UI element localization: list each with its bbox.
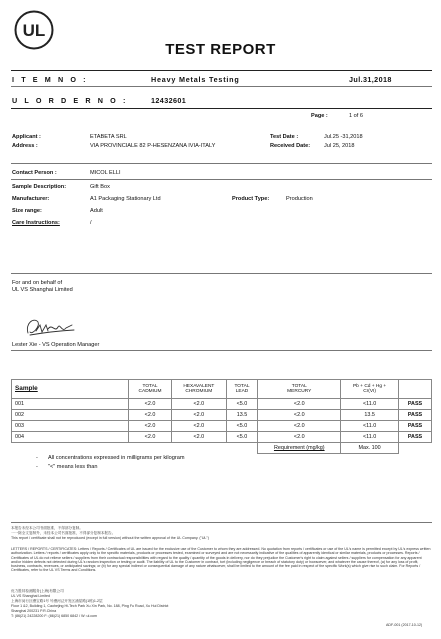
header-chromium: HEXAVALENT CHROMIUM: [172, 380, 227, 399]
cell-sum: 13.5: [341, 410, 399, 421]
cell-verdict: PASS: [399, 410, 432, 421]
received-date-label: Received Date:: [270, 143, 311, 149]
requirement-row: [12, 443, 432, 454]
cell-cadmium: <2.0: [129, 410, 172, 421]
size-range-value: Adult: [90, 208, 103, 214]
page-value: 1 of 6: [349, 113, 363, 119]
header-verdict: [399, 380, 432, 399]
cell-verdict: PASS: [399, 432, 432, 443]
cell-mercury: <2.0: [258, 410, 341, 421]
cell-chromium: <2.0: [172, 399, 227, 410]
form-code: ADF-001 (2017-10-12): [386, 623, 423, 627]
behalf-line-2: UL VS Shanghai Limited: [12, 287, 73, 293]
care-instructions-label: Care Instructions:: [12, 220, 60, 226]
cell-sample: 001: [12, 399, 129, 410]
cell-verdict: PASS: [399, 399, 432, 410]
footer-contact: T: (86)21) 24228200 F: (86)21) 6850 6842 / W: ul.com: [11, 614, 98, 618]
footer-company-en: UL VS Shanghai Limited: [11, 594, 51, 598]
header-cadmium: TOTAL CADMIUM: [129, 380, 172, 399]
contact-value: MICOL ELLI: [90, 170, 121, 176]
report-title: TEST REPORT: [165, 41, 276, 58]
test-date-label: Test Date :: [270, 134, 299, 140]
header-mercury: TOTAL MERCURY: [258, 380, 341, 399]
requirement-label: Requirement (mg/kg): [258, 443, 341, 454]
footer-address-cn: 上海市闵行区漕宝路1号 号漕河泾开发区浦星路(1栋)1-2层: [11, 599, 103, 603]
divider: [11, 70, 432, 71]
received-date-value: Jul 25, 2018: [324, 143, 355, 149]
footer-cn-line-1: 本报告未经本公司书面批准，不得部分复制。: [11, 526, 83, 530]
header-sum: Pb + Cd + Hg + Cr(VI): [341, 380, 399, 399]
applicant-value: ETABETA SRL: [90, 134, 127, 140]
test-date-value: Jul.25 -31,2018: [324, 134, 363, 140]
address-label: Address :: [12, 143, 38, 149]
requirement-spacer: [12, 443, 258, 454]
cell-mercury: <2.0: [258, 432, 341, 443]
cell-sample: 003: [12, 421, 129, 432]
cell-verdict: PASS: [399, 421, 432, 432]
cell-chromium: <2.0: [172, 421, 227, 432]
signature-image: [22, 313, 82, 341]
cell-sum: <11.0: [341, 421, 399, 432]
report-date: Jul.31,2018: [349, 75, 392, 84]
cell-sample: 002: [12, 410, 129, 421]
table-row: [12, 410, 432, 421]
divider: [11, 86, 432, 87]
divider: [11, 522, 432, 523]
divider: [11, 108, 432, 109]
cell-mercury: <2.0: [258, 399, 341, 410]
footer-disclaimer: This report / certificate shall not be reproduced (except in full version) without the written approval of the UL Company. ("UL"): [11, 536, 209, 540]
manufacturer-label: Manufacturer:: [12, 196, 50, 202]
item-no-value: Heavy Metals Testing: [151, 75, 240, 84]
applicant-label: Applicant :: [12, 134, 41, 140]
header-lead: TOTAL LEAD: [226, 380, 258, 399]
divider: [11, 273, 432, 274]
requirement-blank: [399, 443, 432, 454]
requirement-value: Max. 100: [341, 443, 399, 454]
sample-description-label: Sample Description:: [12, 184, 67, 190]
ul-order-label: U L O R D E R N O :: [12, 96, 128, 105]
cell-lead: <5.0: [226, 432, 258, 443]
cell-lead: 13.5: [226, 410, 258, 421]
cell-sum: <11.0: [341, 432, 399, 443]
cell-cadmium: <2.0: [129, 432, 172, 443]
address-value: VIA PROVINCIALE 82 P-HESENZANA IVIA-ITALY: [90, 143, 216, 149]
footer-city: Shanghai 200231 P.R.China: [11, 609, 57, 613]
results-table: [11, 379, 432, 454]
signatory: Lester Xie - VS Operation Manager: [12, 342, 100, 348]
table-row: [12, 432, 432, 443]
divider: [11, 163, 432, 164]
note-bullet-2: -: [36, 464, 38, 470]
footer-cn-line-2: 一一除全文复制外，未经本公司书面批准，不得部分复制本报告。: [11, 531, 116, 535]
footer-company-cn: 优力胜邦检测服务(上海)有限公司: [11, 589, 64, 593]
svg-text:UL: UL: [22, 21, 46, 40]
product-type-label: Product Type:: [232, 196, 270, 202]
care-instructions-value: /: [90, 220, 92, 226]
divider: [11, 179, 432, 180]
note-1: All concentrations expressed in milligrams per kilogram: [48, 455, 185, 461]
cell-mercury: <2.0: [258, 421, 341, 432]
manufacturer-value: A1 Packaging Stationary Ltd: [90, 196, 161, 202]
divider: [11, 350, 432, 351]
page-label: Page :: [311, 113, 328, 119]
contact-label: Contact Person :: [12, 170, 57, 176]
results-header-row: [12, 380, 432, 399]
cell-lead: <5.0: [226, 399, 258, 410]
footer-address-en: Floor 1 &2, Building 1, Caohejing Hi-Tech Park Xu Xin Park, No. 188, Ping Fu Road, Xu Hui District: [11, 604, 169, 608]
cell-chromium: <2.0: [172, 432, 227, 443]
cell-chromium: <2.0: [172, 410, 227, 421]
note-bullet-1: -: [36, 455, 38, 461]
table-row: [12, 399, 432, 410]
header-sample: Sample: [12, 380, 129, 399]
size-range-label: Size range:: [12, 208, 42, 214]
ul-order-value: 12432601: [151, 96, 187, 105]
note-2: "<" means less than: [48, 464, 98, 470]
item-no-label: I T E M N O :: [12, 75, 89, 84]
product-type-value: Production: [286, 196, 313, 202]
cell-cadmium: <2.0: [129, 421, 172, 432]
cell-sum: <11.0: [341, 399, 399, 410]
cell-lead: <5.0: [226, 421, 258, 432]
behalf-line-1: For and on behalf of: [12, 280, 63, 286]
sample-description-value: Gift Box: [90, 184, 110, 190]
table-row: [12, 421, 432, 432]
footer-legal-text: LETTERS / REPORTS / CERTIFICATES: Letters / Reports / Certificates of UL are issued for the exclusive use of the Customer to whom they are addressed. No quotation from reports / certificates or use of the UL's name is permitted except by UL's express written authorization. Letters / reports / certificates apply only to the specific materials, products or processes tested, examined or surveyed and are not necessarily indicative of the qualities of apparently identical or similar materials, products or processes. Reports / Certificates of UL do not relieve sellers / suppliers from their contractual responsibilities with regard to the quality / quantity of the goods in delivery, nor do they prejudice the Customer's right to claim against sellers / suppliers for compensation for any apparent and/or hidden defects not detected during UL's random inspection or testing or audit. The liability of UL to the Customer in contract, tort (including negligence or breach of statutory duty) or howsoever, and whatever the cause thereof, (a) for any loss of profit, business, contracts, revenues, or anticipated savings; or (b) for any special indirect or consequential damage of any nature whatsoever, shall be limited to the amount of the fee paid in respect of the specific Work(s) which give rise to such claim. For Reports / Certificates, refer to the UL VS Terms and Conditions.: [11, 547, 431, 573]
cell-sample: 004: [12, 432, 129, 443]
cell-cadmium: <2.0: [129, 399, 172, 410]
